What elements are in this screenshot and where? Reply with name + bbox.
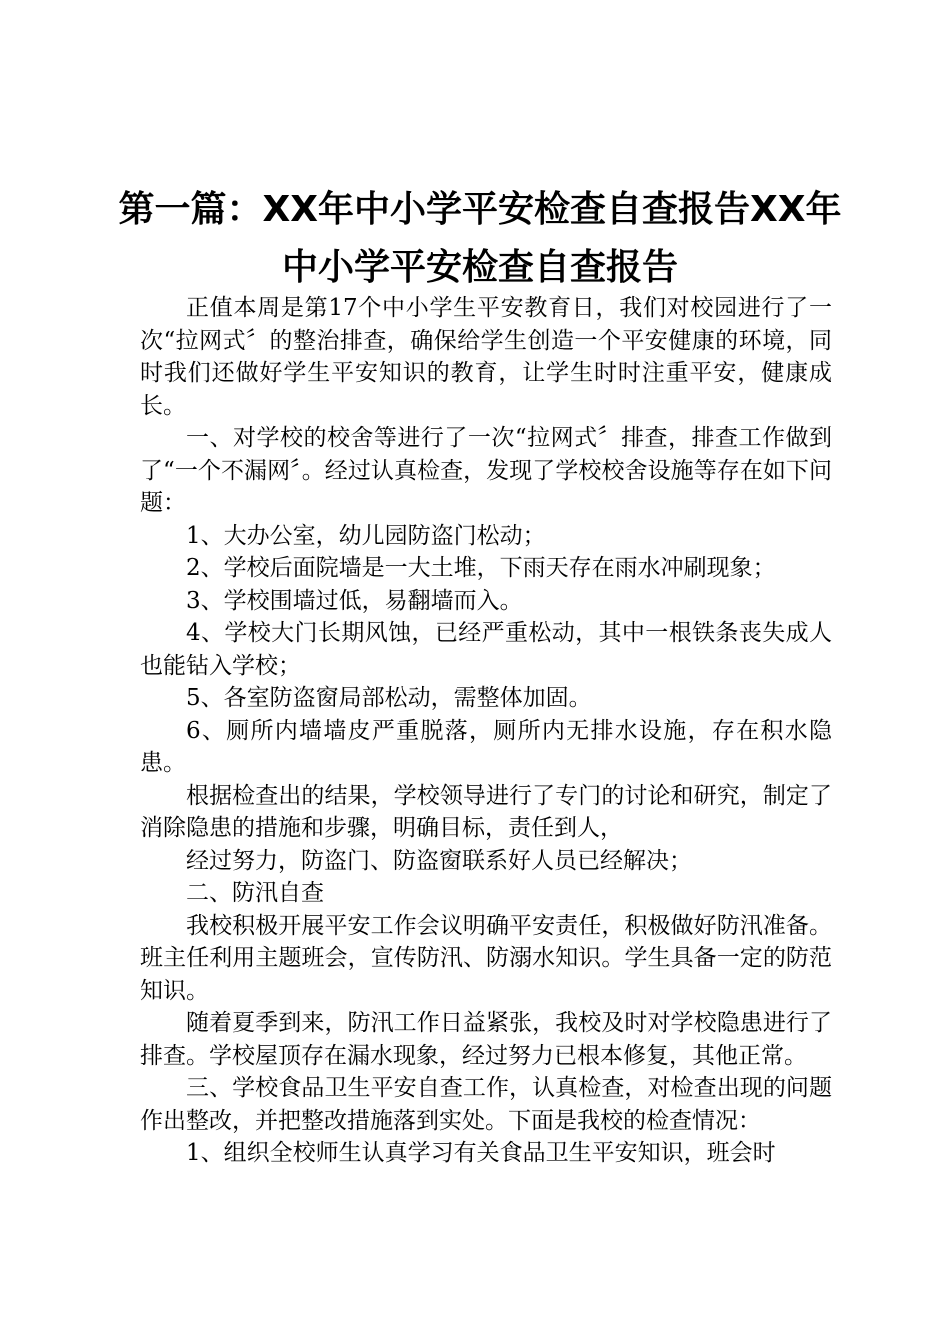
paragraph-section-1: 一、对学校的校舍等进行了一次“拉网式〞排查，排查工作做到了“一个不漏网〞。经过认真检查，发现了学校校舍设施等存在如下问题： [140,425,832,516]
paragraph-intro: 正值本周是第17个中小学生平安教育日，我们对校园进行了一次“拉网式〞的整治排查，确保给学生创造一个平安健康的环境，同时我们还做好学生平安知识的教育，让学生时时注重平安，健康成长。 [140,295,832,419]
list-item: 2、学校后面院墙是一大土堆，下雨天存在雨水冲刷现象； [186,555,776,581]
list-item: 1、大办公室，幼儿园防盗门松动； [186,522,546,549]
list-item: 4、学校大门长期风蚀，已经严重松动，其中一根铁条丧失成人也能钻入学校； [140,620,832,679]
section-heading: 二、防汛自查 [186,880,324,906]
list-item: 5、各室防盗窗局部松动，需整体加固。 [186,685,592,711]
document-title-line-2: 中小学平安检查自查报告 [281,247,678,288]
paragraph: 根据检查出的结果，学校领导进行了专门的讨论和研究，制定了消除隐患的措施和步骤，明确目标，责任到人， [140,782,832,841]
list-item: 3、学校围墙过低，易翻墙而入。 [186,587,523,614]
list-item: 1、组织全校师生认真学习有关食品卫生平安知识，班会时 [186,1140,776,1166]
paragraph: 随着夏季到来，防汛工作日益紧张，我校及时对学校隐患进行了排查。学校屋顶存在漏水现象，经过努力已根本修复，其他正常。 [140,1010,832,1069]
paragraph: 经过努力，防盗门、防盗窗联系好人员已经解决； [186,847,692,874]
document-body [140,292,832,1170]
paragraph: 我校积极开展平安工作会议明确平安责任，积极做好防汛准备。班主任利用主题班会，宣传防汛、防溺水知识。学生具备一定的防范知识。 [140,912,832,1004]
list-item: 6、厕所内墙墙皮严重脱落，厕所内无排水设施，存在积水隐患。 [140,717,832,776]
document-title-line-1: 第一篇：XX年中小学平安检查自查报告XX年 [118,189,842,230]
paragraph-section-3: 三、学校食品卫生平安自查工作，认真检查，对检查出现的问题作出整改，并把整改措施落到实处。下面是我校的检查情况： [140,1075,832,1134]
